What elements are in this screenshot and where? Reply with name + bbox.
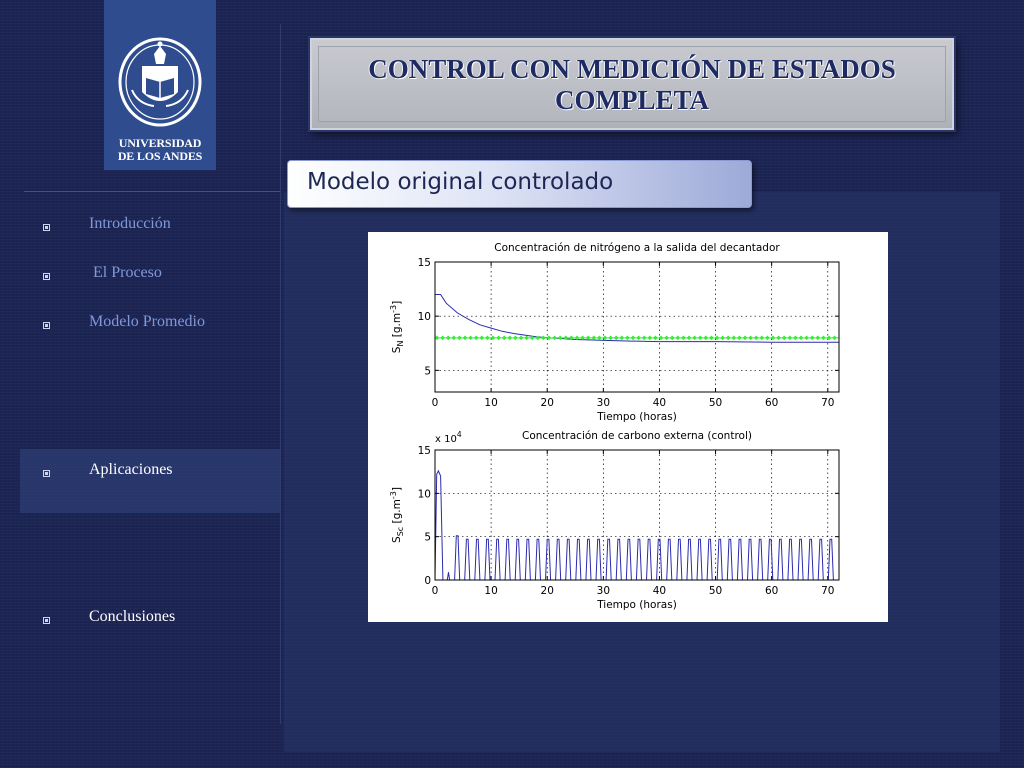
setpoint-marker: [804, 336, 809, 341]
setpoint-marker: [457, 336, 462, 341]
setpoint-marker: [496, 336, 501, 341]
nav-item-el-proceso[interactable]: [43, 264, 162, 281]
setpoint-marker: [524, 336, 529, 341]
square-bullet-icon: [43, 617, 50, 624]
y-tick-label: 5: [424, 365, 431, 378]
setpoint-marker: [681, 336, 686, 341]
sidebar-vertical-divider: [280, 24, 281, 724]
setpoint-marker: [648, 336, 653, 341]
university-logo: [104, 0, 216, 170]
setpoint-marker: [541, 336, 546, 341]
setpoint-marker: [468, 336, 473, 341]
setpoint-marker: [597, 336, 602, 341]
nav-label: El Proceso: [89, 264, 162, 281]
setpoint-marker: [508, 336, 513, 341]
setpoint-marker: [726, 336, 731, 341]
sidebar-divider: [24, 191, 280, 192]
setpoint-marker: [782, 336, 787, 341]
setpoint-marker: [754, 336, 759, 341]
x-tick-label: 20: [540, 585, 554, 597]
logo-line-2: DE LOS ANDES: [117, 149, 203, 163]
y-axis-multiplier: x $10^4$: [435, 430, 462, 445]
y-tick-label: 10: [417, 488, 431, 501]
setpoint-marker: [653, 336, 658, 341]
setpoint-marker: [614, 336, 619, 341]
setpoint-marker: [737, 336, 742, 341]
setpoint-marker: [558, 336, 563, 341]
x-axis-label: Tiempo (horas): [597, 599, 677, 611]
x-tick-label: 40: [652, 397, 667, 409]
setpoint-marker: [608, 336, 613, 341]
setpoint-marker: [670, 336, 675, 341]
setpoint-marker: [788, 336, 793, 341]
setpoint-marker: [592, 336, 597, 341]
subplot-2: [435, 450, 839, 580]
setpoint-marker: [446, 336, 451, 341]
nav-active-highlight: [20, 449, 280, 513]
nav-label: Aplicaciones: [89, 461, 173, 478]
x-tick-label: 70: [821, 585, 835, 597]
x-tick-label: 60: [764, 585, 779, 597]
setpoint-marker: [827, 336, 832, 341]
subplot-1: [435, 262, 839, 392]
setpoint-marker: [748, 336, 753, 341]
square-bullet-icon: [43, 273, 50, 280]
setpoint-marker: [709, 336, 714, 341]
setpoint-marker: [793, 336, 798, 341]
setpoint-marker: [776, 336, 781, 341]
chart-title: Concentración de carbono externa (control): [522, 430, 752, 442]
nav-label: Modelo Promedio: [89, 313, 205, 330]
setpoint-marker: [743, 336, 748, 341]
square-bullet-icon: [43, 322, 50, 329]
setpoint-marker: [452, 336, 457, 341]
setpoint-marker: [463, 336, 468, 341]
x-tick-label: 70: [821, 397, 835, 409]
x-tick-label: 50: [708, 397, 723, 409]
x-tick-label: 0: [431, 397, 439, 409]
setpoint-marker: [642, 336, 647, 341]
setpoint-marker: [519, 336, 524, 341]
setpoint-marker: [732, 336, 737, 341]
setpoint-marker: [631, 336, 636, 341]
setpoint-marker: [552, 336, 557, 341]
slide-title-box: [310, 38, 954, 130]
square-bullet-icon: [43, 224, 50, 231]
setpoint-marker: [625, 336, 630, 341]
x-axis-label: Tiempo (horas): [597, 411, 677, 423]
y-tick-label: 5: [424, 531, 431, 544]
x-tick-label: 40: [652, 585, 667, 597]
setpoint-marker: [698, 336, 703, 341]
section-subtitle: Modelo original controlado: [307, 169, 614, 195]
nav-label: Conclusiones: [89, 608, 176, 625]
slide-title: CONTROL CON MEDICIÓN DE ESTADOS COMPLETA: [368, 54, 896, 115]
series-line-sn: [435, 295, 839, 343]
setpoint-marker: [760, 336, 765, 341]
setpoint-marker: [821, 336, 826, 341]
setpoint-marker: [676, 336, 681, 341]
setpoint-marker: [810, 336, 815, 341]
setpoint-marker: [799, 336, 804, 341]
setpoint-marker: [620, 336, 625, 341]
section-subtitle-box: [287, 160, 752, 208]
setpoint-marker: [692, 336, 697, 341]
plot-figure: [368, 232, 888, 622]
setpoint-marker: [502, 336, 507, 341]
x-tick-label: 50: [708, 585, 723, 597]
y-tick-label: 15: [417, 257, 431, 269]
setpoint-marker: [720, 336, 725, 341]
nav-label: Introducción: [89, 215, 171, 232]
chart-title: Concentración de nitrógeno a la salida del decantador: [494, 242, 780, 254]
setpoint-marker: [480, 336, 485, 341]
x-tick-label: 60: [764, 397, 779, 409]
nav-item-modelo-promedio[interactable]: [43, 313, 205, 330]
square-bullet-icon: [43, 470, 50, 477]
setpoint-marker: [704, 336, 709, 341]
setpoint-marker: [765, 336, 770, 341]
plot-figure-svg: [368, 232, 888, 622]
y-tick-label: 0: [424, 575, 431, 587]
nav-item-aplicaciones[interactable]: [43, 461, 173, 478]
x-tick-label: 30: [596, 397, 611, 409]
x-tick-label: 10: [484, 585, 498, 597]
setpoint-marker: [485, 336, 490, 341]
y-axis-label: $S_N$ $[g.m^{-3}]$: [389, 300, 405, 354]
x-tick-label: 20: [540, 397, 554, 409]
setpoint-marker: [440, 336, 445, 341]
setpoint-marker: [687, 336, 692, 341]
x-tick-label: 10: [484, 397, 498, 409]
y-tick-label: 10: [417, 311, 431, 324]
x-tick-label: 0: [431, 585, 439, 597]
series-line-ssc: [435, 471, 839, 580]
logo-line-1: UNIVERSIDAD: [118, 136, 202, 150]
setpoint-marker: [513, 336, 518, 341]
y-axis-label: $S_{Sc}$ $[g.m^{-3}]$: [389, 487, 405, 543]
university-crest-icon: [114, 36, 206, 128]
axes-frame: [435, 262, 839, 392]
setpoint-marker: [832, 336, 837, 341]
nav-item-introduccion[interactable]: [43, 215, 171, 232]
x-tick-label: 30: [596, 585, 611, 597]
setpoint-marker: [636, 336, 641, 341]
nav-item-conclusiones[interactable]: [43, 608, 176, 625]
setpoint-marker: [536, 336, 541, 341]
y-tick-label: 15: [417, 445, 431, 457]
setpoint-marker: [664, 336, 669, 341]
setpoint-marker: [474, 336, 479, 341]
setpoint-marker: [816, 336, 821, 341]
